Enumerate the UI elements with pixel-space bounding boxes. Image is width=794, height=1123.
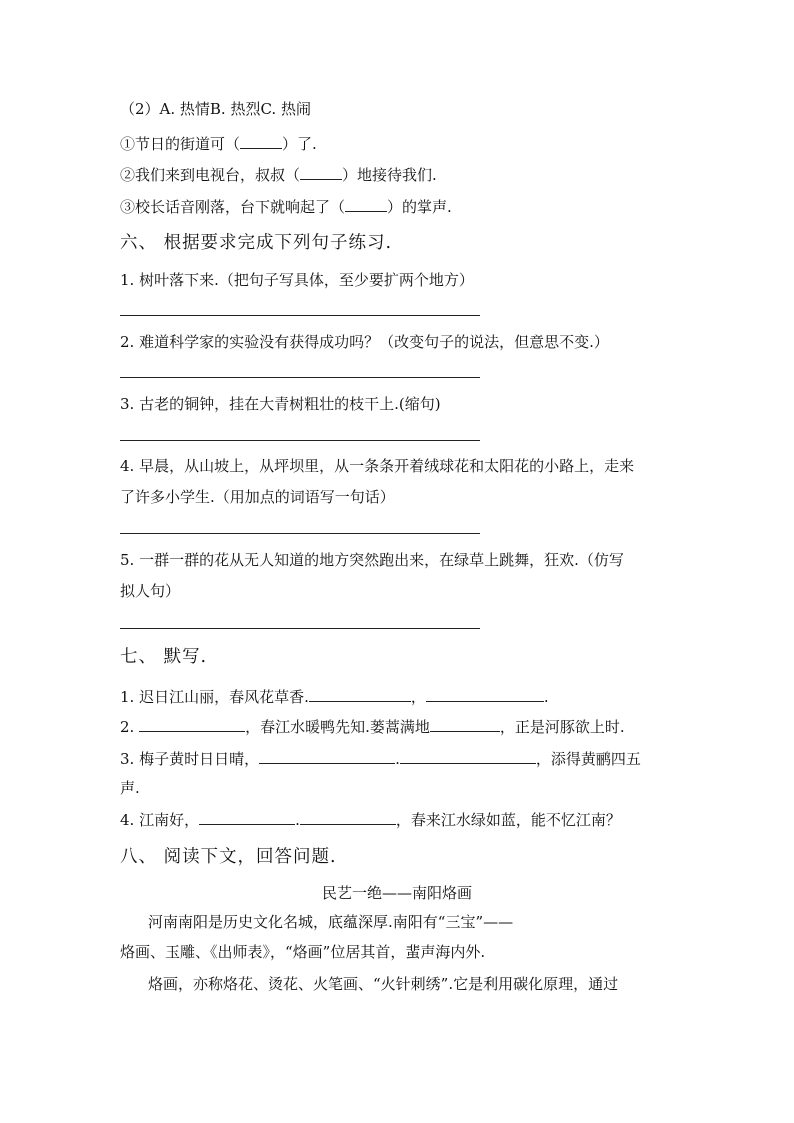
sentence-text: ）了. <box>282 135 317 153</box>
sentence-text: ）的掌声. <box>387 198 452 216</box>
section-6-heading: 六、 根据要求完成下列句子练习. <box>120 233 393 253</box>
article-paragraph-1-line-1: 河南南阳是历史文化名城，底蕴深厚.南阳有“三宝”—— <box>148 913 514 931</box>
answer-line[interactable] <box>120 377 480 378</box>
article-paragraph-2-line-1: 烙画，亦称烙花、烫花、火笔画、“火针刺绣”.它是利用碳化原理，通过 <box>148 975 619 993</box>
answer-blank[interactable] <box>309 686 411 702</box>
sentence-text: ③校长话音刚落，台下就响起了（ <box>120 198 346 216</box>
article-paragraph-1-line-2: 烙画、玉雕、《出师表》，“烙画”位居其首，蜚声海内外. <box>120 943 486 961</box>
answer-blank[interactable] <box>259 748 395 764</box>
poem-line-3 <box>120 748 641 769</box>
sentence-text: ①节日的街道可（ <box>120 135 241 153</box>
section-7-heading: 七、 默写. <box>120 647 208 667</box>
poem-text: 1. 迟日江山丽，春风花草香. <box>120 688 309 706</box>
section-6-question-5-line-2: 拟人句） <box>120 582 181 600</box>
q2-sentence-1 <box>120 134 317 154</box>
poem-line-3-continued: 声. <box>120 779 140 797</box>
poem-text: . <box>295 811 300 829</box>
q2-options: （2）A. 热情B. 热烈C. 热闹 <box>120 100 311 118</box>
q2-sentence-3 <box>120 197 452 217</box>
answer-blank[interactable] <box>300 809 396 825</box>
poem-text: ，春江水暖鸭先知.蒌蒿满地 <box>245 718 430 736</box>
answer-blank[interactable] <box>300 165 342 180</box>
answer-blank[interactable] <box>139 716 245 732</box>
poem-text: 2. <box>120 718 140 736</box>
poem-text: . <box>395 750 400 768</box>
answer-blank[interactable] <box>199 809 295 825</box>
section-6-question-5-line-1: 5. 一群一群的花从无人知道的地方突然跑出来，在绿草上跳舞，狂欢.（仿写 <box>120 551 624 569</box>
poem-text: ，春来江水绿如蓝，能不忆江南？ <box>395 811 621 829</box>
sentence-text: ②我们来到电视台，叔叔（ <box>120 166 301 184</box>
section-6-question-1: 1. 树叶落下来.（把句子写具体，至少要扩两个地方） <box>120 271 474 289</box>
q2-sentence-2 <box>120 165 437 185</box>
article-title: 民艺一绝——南阳烙画 <box>321 884 472 902</box>
answer-blank[interactable] <box>400 748 536 764</box>
poem-text: 4. 江南好， <box>120 811 200 829</box>
poem-line-4 <box>120 809 621 830</box>
answer-blank[interactable] <box>426 686 544 702</box>
section-6-question-3: 3. 古老的铜钟，挂在大青树粗壮的枝干上.(缩句) <box>120 395 441 413</box>
sentence-text: ）地接待我们. <box>342 166 437 184</box>
section-6-question-2: 2. 难道科学家的实验没有获得成功吗？（改变句子的说法，但意思不变.） <box>120 333 609 351</box>
section-6-question-4-line-1: 4. 早晨，从山坡上，从坪坝里，从一条条开着绒球花和太阳花的小路上，走来 <box>120 457 635 475</box>
section-8-heading: 八、 阅读下文，回答问题. <box>120 847 337 867</box>
poem-text: ， <box>410 688 426 706</box>
poem-text: 3. 梅子黄时日日晴， <box>120 750 260 768</box>
poem-text: . <box>543 688 549 706</box>
poem-line-1 <box>120 686 549 707</box>
answer-line[interactable] <box>120 533 480 534</box>
poem-text: ，正是河豚欲上时. <box>499 718 625 736</box>
answer-line[interactable] <box>120 315 480 316</box>
section-6-question-4-line-2: 了许多小学生.（用加点的词语写一句话） <box>120 488 395 506</box>
answer-blank[interactable] <box>430 716 500 732</box>
poem-line-2 <box>120 716 625 737</box>
answer-blank[interactable] <box>240 134 282 149</box>
answer-line[interactable] <box>120 628 480 629</box>
poem-text: ，添得黄鹂四五 <box>535 750 641 768</box>
answer-line[interactable] <box>120 440 480 441</box>
answer-blank[interactable] <box>345 197 387 212</box>
